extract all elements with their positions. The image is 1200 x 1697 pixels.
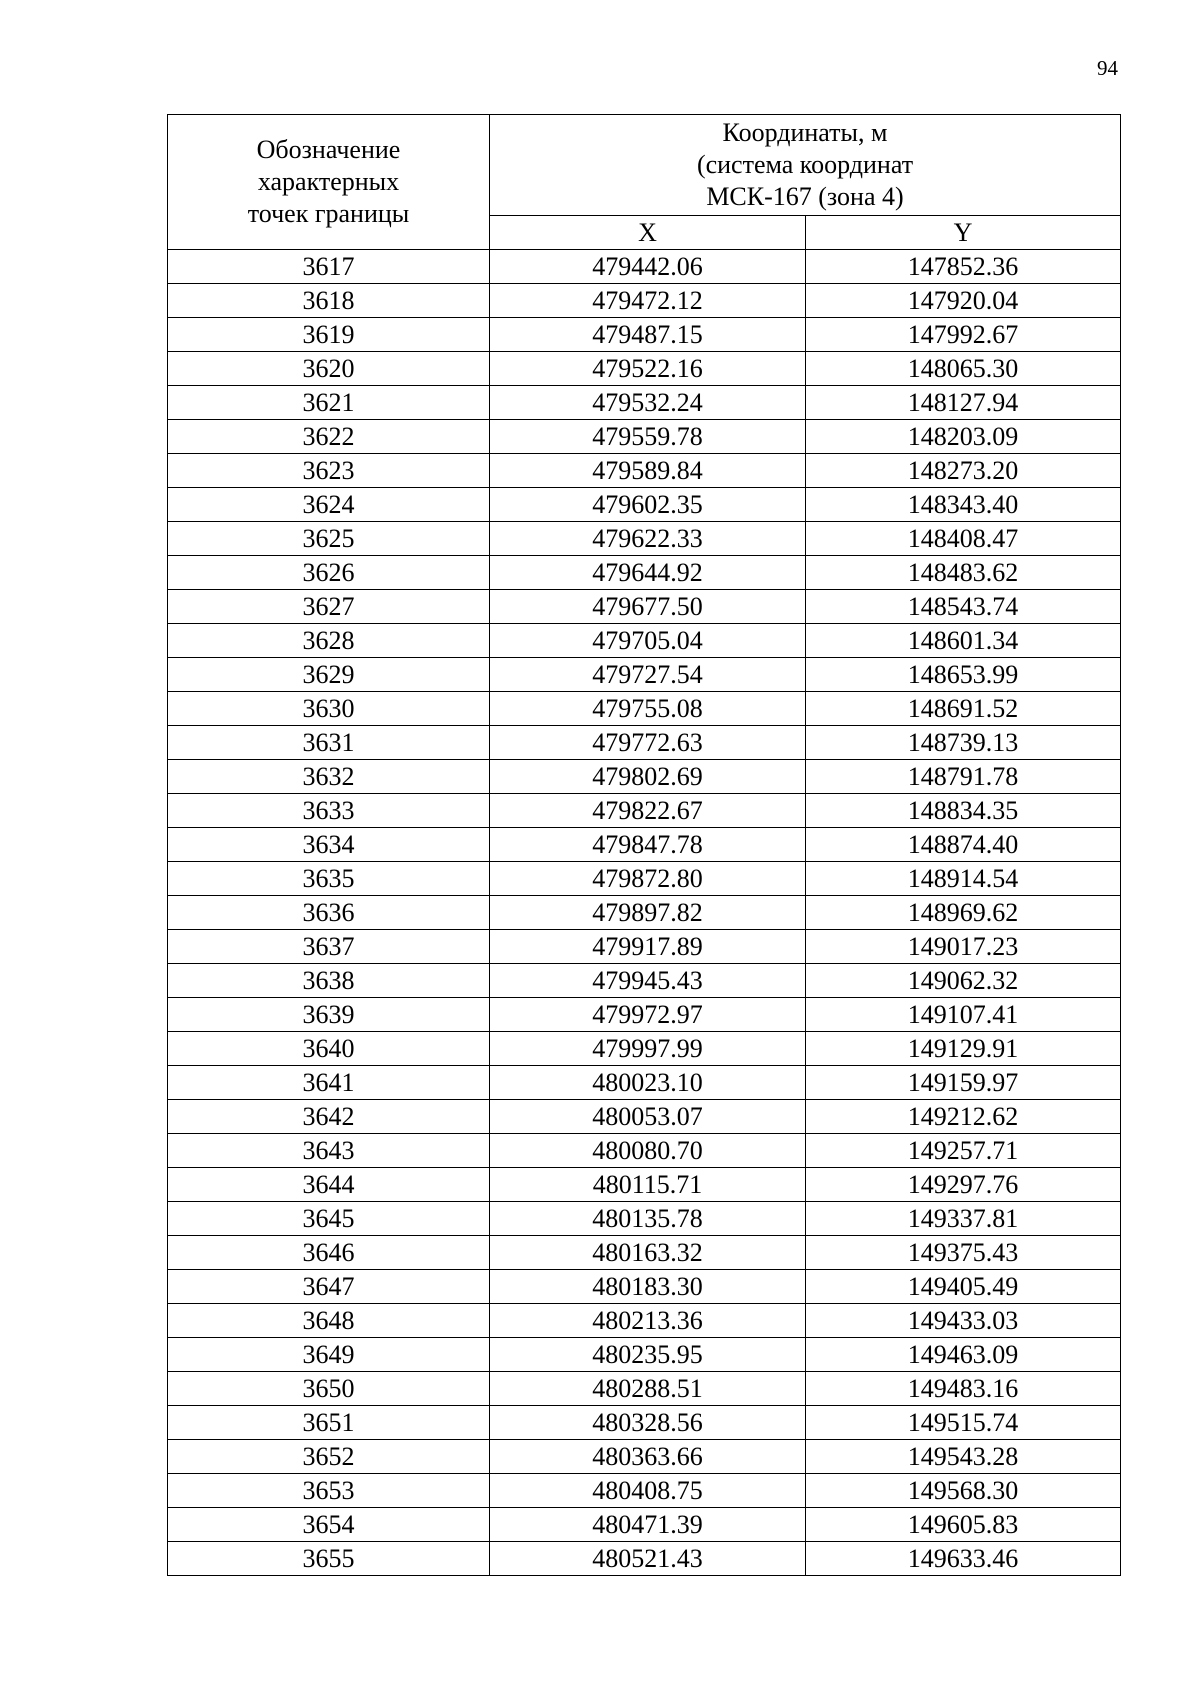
y-coordinate-cell: 148739.13 (806, 726, 1121, 760)
table-row (168, 828, 1121, 862)
y-coordinate-cell: 149543.28 (806, 1440, 1121, 1474)
point-cell: 3644 (168, 1168, 490, 1202)
y-coordinate-cell: 149212.62 (806, 1100, 1121, 1134)
table-row (168, 250, 1121, 284)
x-coordinate-cell: 480213.36 (490, 1304, 806, 1338)
x-coordinate-cell: 479972.97 (490, 998, 806, 1032)
point-cell: 3631 (168, 726, 490, 760)
point-cell: 3639 (168, 998, 490, 1032)
table-row (168, 590, 1121, 624)
point-cell: 3630 (168, 692, 490, 726)
table-row (168, 1202, 1121, 1236)
table-row (168, 1100, 1121, 1134)
table-row (168, 760, 1121, 794)
y-coordinate-cell: 149062.32 (806, 964, 1121, 998)
y-coordinate-cell: 149633.46 (806, 1542, 1121, 1576)
point-cell: 3645 (168, 1202, 490, 1236)
table-body (168, 250, 1121, 1576)
x-coordinate-cell: 479472.12 (490, 284, 806, 318)
y-coordinate-cell: 149159.97 (806, 1066, 1121, 1100)
coordinates-table (167, 114, 1121, 1576)
table-row (168, 1542, 1121, 1576)
point-cell: 3632 (168, 760, 490, 794)
y-coordinate-cell: 148601.34 (806, 624, 1121, 658)
point-cell: 3623 (168, 454, 490, 488)
table-row (168, 1440, 1121, 1474)
table-row (168, 1236, 1121, 1270)
x-coordinate-cell: 480235.95 (490, 1338, 806, 1372)
x-coordinate-cell: 479677.50 (490, 590, 806, 624)
coordinates-title: Координаты, м (722, 118, 888, 147)
x-coordinate-cell: 480471.39 (490, 1508, 806, 1542)
x-coordinate-cell: 480183.30 (490, 1270, 806, 1304)
y-column-header: Y (806, 216, 1121, 250)
point-cell: 3625 (168, 522, 490, 556)
point-cell: 3647 (168, 1270, 490, 1304)
table-row (168, 1066, 1121, 1100)
y-coordinate-cell: 148483.62 (806, 556, 1121, 590)
x-coordinate-cell: 479802.69 (490, 760, 806, 794)
y-coordinate-cell: 148874.40 (806, 828, 1121, 862)
table-row (168, 794, 1121, 828)
point-cell: 3653 (168, 1474, 490, 1508)
table-row (168, 1406, 1121, 1440)
point-cell: 3633 (168, 794, 490, 828)
x-coordinate-cell: 480053.07 (490, 1100, 806, 1134)
point-label-text: Обозначение характерных точек границы (247, 135, 410, 228)
table-row (168, 624, 1121, 658)
x-coordinate-cell: 479897.82 (490, 896, 806, 930)
y-coordinate-cell: 148273.20 (806, 454, 1121, 488)
x-coordinate-cell: 479727.54 (490, 658, 806, 692)
point-cell: 3651 (168, 1406, 490, 1440)
table-row (168, 658, 1121, 692)
point-cell: 3654 (168, 1508, 490, 1542)
table-row (168, 1168, 1121, 1202)
point-cell: 3629 (168, 658, 490, 692)
y-coordinate-cell: 148969.62 (806, 896, 1121, 930)
point-cell: 3646 (168, 1236, 490, 1270)
point-cell: 3641 (168, 1066, 490, 1100)
x-coordinate-cell: 480135.78 (490, 1202, 806, 1236)
table-row (168, 352, 1121, 386)
point-cell: 3650 (168, 1372, 490, 1406)
point-label-header (168, 115, 490, 250)
page-number: 94 (1097, 56, 1118, 80)
y-coordinate-cell: 148203.09 (806, 420, 1121, 454)
x-coordinate-cell: 479847.78 (490, 828, 806, 862)
table-row (168, 1304, 1121, 1338)
x-coordinate-cell: 480521.43 (490, 1542, 806, 1576)
table-row (168, 556, 1121, 590)
x-coordinate-cell: 479487.15 (490, 318, 806, 352)
x-column-header: X (490, 216, 806, 250)
x-coordinate-cell: 479644.92 (490, 556, 806, 590)
table-row (168, 896, 1121, 930)
y-coordinate-cell: 149129.91 (806, 1032, 1121, 1066)
x-coordinate-cell: 479772.63 (490, 726, 806, 760)
y-coordinate-cell: 148127.94 (806, 386, 1121, 420)
point-cell: 3624 (168, 488, 490, 522)
x-coordinate-cell: 480408.75 (490, 1474, 806, 1508)
point-cell: 3652 (168, 1440, 490, 1474)
y-coordinate-cell: 148543.74 (806, 590, 1121, 624)
x-coordinate-cell: 479559.78 (490, 420, 806, 454)
y-coordinate-cell: 147852.36 (806, 250, 1121, 284)
x-coordinate-cell: 479589.84 (490, 454, 806, 488)
x-coordinate-cell: 480328.56 (490, 1406, 806, 1440)
y-coordinate-cell: 149463.09 (806, 1338, 1121, 1372)
y-coordinate-cell: 149483.16 (806, 1372, 1121, 1406)
y-coordinate-cell: 148653.99 (806, 658, 1121, 692)
y-coordinate-cell: 149107.41 (806, 998, 1121, 1032)
y-coordinate-cell: 148791.78 (806, 760, 1121, 794)
table-row (168, 1508, 1121, 1542)
x-coordinate-cell: 480288.51 (490, 1372, 806, 1406)
table-row (168, 692, 1121, 726)
table-row (168, 1372, 1121, 1406)
x-coordinate-cell: 480163.32 (490, 1236, 806, 1270)
point-cell: 3655 (168, 1542, 490, 1576)
x-coordinate-cell: 480115.71 (490, 1168, 806, 1202)
table-row (168, 998, 1121, 1032)
point-cell: 3621 (168, 386, 490, 420)
point-cell: 3619 (168, 318, 490, 352)
x-coordinate-cell: 479945.43 (490, 964, 806, 998)
point-cell: 3649 (168, 1338, 490, 1372)
x-coordinate-cell: 479532.24 (490, 386, 806, 420)
x-coordinate-cell: 479622.33 (490, 522, 806, 556)
table-row (168, 726, 1121, 760)
y-coordinate-cell: 149433.03 (806, 1304, 1121, 1338)
y-coordinate-cell: 149405.49 (806, 1270, 1121, 1304)
x-coordinate-cell: 480080.70 (490, 1134, 806, 1168)
point-cell: 3618 (168, 284, 490, 318)
y-coordinate-cell: 149375.43 (806, 1236, 1121, 1270)
x-coordinate-cell: 479442.06 (490, 250, 806, 284)
y-coordinate-cell: 148065.30 (806, 352, 1121, 386)
point-cell: 3635 (168, 862, 490, 896)
table-row (168, 522, 1121, 556)
point-cell: 3628 (168, 624, 490, 658)
point-cell: 3640 (168, 1032, 490, 1066)
table-row (168, 1032, 1121, 1066)
point-cell: 3637 (168, 930, 490, 964)
x-coordinate-cell: 479917.89 (490, 930, 806, 964)
point-cell: 3638 (168, 964, 490, 998)
point-cell: 3622 (168, 420, 490, 454)
x-coordinate-cell: 479755.08 (490, 692, 806, 726)
y-coordinate-cell: 149257.71 (806, 1134, 1121, 1168)
table-row (168, 454, 1121, 488)
x-coordinate-cell: 479602.35 (490, 488, 806, 522)
y-coordinate-cell: 148914.54 (806, 862, 1121, 896)
y-coordinate-cell: 149568.30 (806, 1474, 1121, 1508)
point-cell: 3642 (168, 1100, 490, 1134)
x-coordinate-cell: 479997.99 (490, 1032, 806, 1066)
table-row (168, 318, 1121, 352)
y-coordinate-cell: 149337.81 (806, 1202, 1121, 1236)
coordinate-system-line: (система координат (696, 150, 914, 179)
point-cell: 3620 (168, 352, 490, 386)
point-cell: 3648 (168, 1304, 490, 1338)
x-coordinate-cell: 480023.10 (490, 1066, 806, 1100)
point-cell: 3626 (168, 556, 490, 590)
table-row (168, 862, 1121, 896)
y-coordinate-cell: 148343.40 (806, 488, 1121, 522)
table-row (168, 964, 1121, 998)
x-coordinate-cell: 479522.16 (490, 352, 806, 386)
point-cell: 3617 (168, 250, 490, 284)
x-coordinate-cell: 479822.67 (490, 794, 806, 828)
point-cell: 3643 (168, 1134, 490, 1168)
table-row (168, 488, 1121, 522)
point-cell: 3634 (168, 828, 490, 862)
y-coordinate-cell: 149515.74 (806, 1406, 1121, 1440)
y-coordinate-cell: 148408.47 (806, 522, 1121, 556)
y-coordinate-cell: 147992.67 (806, 318, 1121, 352)
table-row (168, 420, 1121, 454)
table-row (168, 1474, 1121, 1508)
coordinate-zone-line: МСК-167 (зона 4) (706, 182, 904, 211)
table-row (168, 1134, 1121, 1168)
table-row (168, 1270, 1121, 1304)
y-coordinate-cell: 149017.23 (806, 930, 1121, 964)
y-coordinate-cell: 149605.83 (806, 1508, 1121, 1542)
table-row (168, 930, 1121, 964)
point-cell: 3627 (168, 590, 490, 624)
x-coordinate-cell: 480363.66 (490, 1440, 806, 1474)
table-row (168, 284, 1121, 318)
x-coordinate-cell: 479872.80 (490, 862, 806, 896)
table-row (168, 386, 1121, 420)
y-coordinate-cell: 147920.04 (806, 284, 1121, 318)
x-coordinate-cell: 479705.04 (490, 624, 806, 658)
y-coordinate-cell: 149297.76 (806, 1168, 1121, 1202)
table-header (168, 115, 1121, 250)
point-cell: 3636 (168, 896, 490, 930)
y-coordinate-cell: 148834.35 (806, 794, 1121, 828)
coordinates-header (490, 115, 1121, 216)
y-coordinate-cell: 148691.52 (806, 692, 1121, 726)
table-row (168, 1338, 1121, 1372)
